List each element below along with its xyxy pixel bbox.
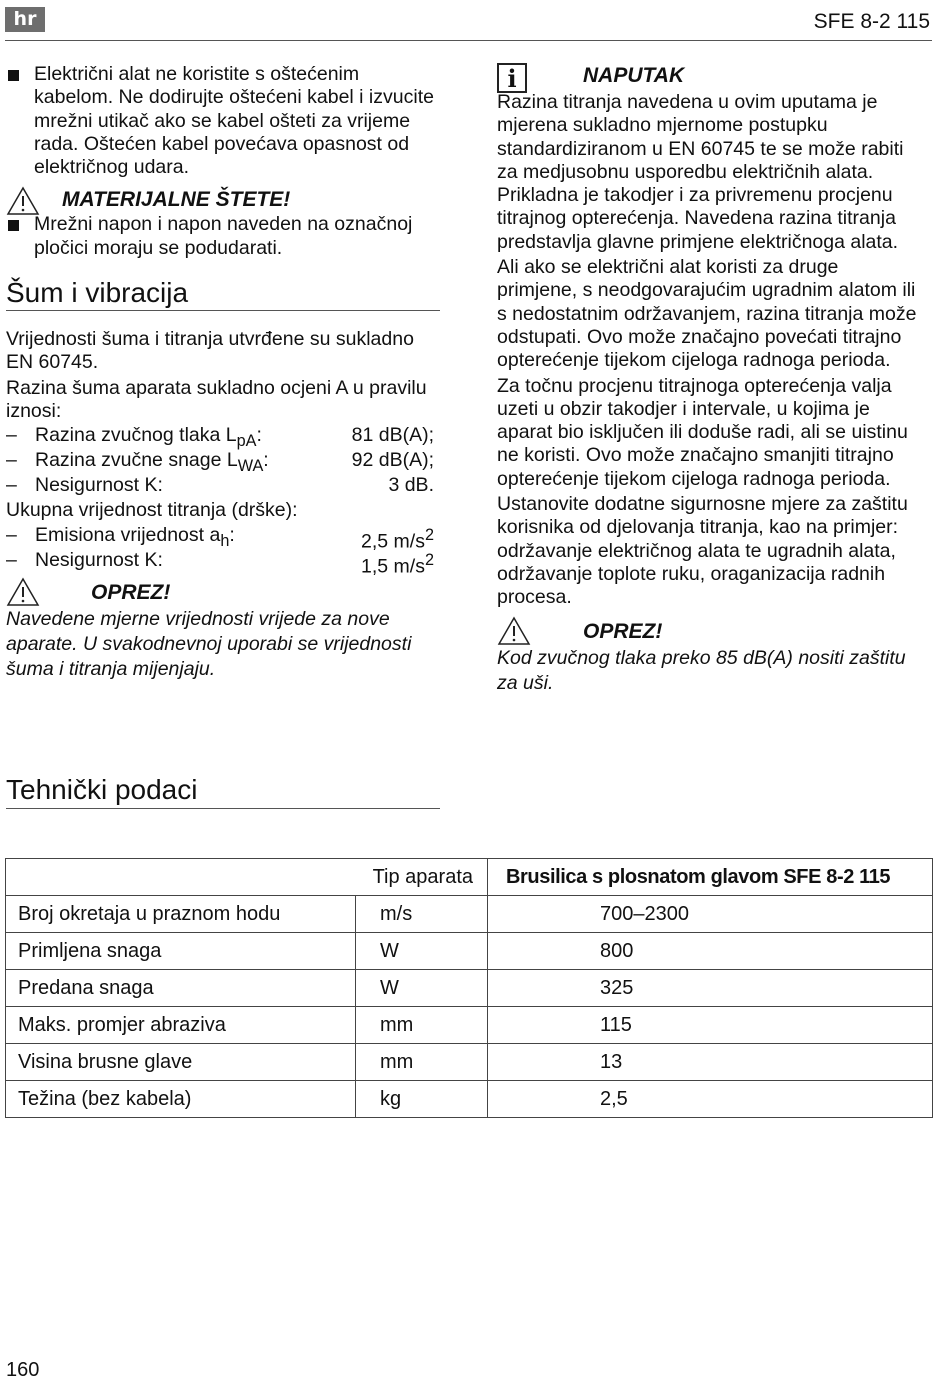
row-label: Primljena snaga xyxy=(6,933,356,970)
material-damage-warning xyxy=(6,186,440,216)
row-label: Težina (bez kabela) xyxy=(6,1081,356,1118)
row-value: 13 xyxy=(488,1044,933,1081)
specs-table xyxy=(5,858,933,1118)
note-paragraph-4: Ustanovite dodatne sigurnosne mjere za zaštitu korisnika od djelovanja titranja, kao na primjer: održavanje električnog alata te ugradnih alata, održavanje toplote ruku, oraganizacija radnih procesa. xyxy=(497,493,908,609)
table-row xyxy=(6,1081,933,1118)
row-value: 700–2300 xyxy=(488,896,933,933)
vib-uncertainty-value: 1,5 $m/s^2$ xyxy=(361,551,434,578)
row-unit: m/s xyxy=(356,896,488,933)
header-type-label: Tip aparata xyxy=(6,859,488,896)
left-column xyxy=(6,63,440,809)
bullet-voltage xyxy=(6,213,440,260)
row-unit: W xyxy=(356,970,488,1007)
bullet-cable-text: Električni alat ne koristite s oštećenim kabelom. Ne dodirujte oštećeni kabel i izvucite mrežni utikač ako se kabel ošteti za vrijeme rada. Oštećen kabel povećava opasnost od električnog udara. xyxy=(34,63,434,179)
square-bullet-icon xyxy=(8,70,19,81)
note-header xyxy=(497,63,917,91)
vib-uncertainty-label: Nesigurnost K: xyxy=(35,549,163,572)
row-value: 115 xyxy=(488,1007,933,1044)
emission-label: Emisiona vrijednost $a_h$: xyxy=(35,524,235,551)
model-header: SFE 8-2 115 xyxy=(813,10,930,33)
sound-power-row xyxy=(6,448,440,476)
table-row xyxy=(6,1007,933,1044)
dash: – xyxy=(6,449,17,472)
sound-pressure-label: Razina zvučnog tlaka $L_{pA}$: xyxy=(35,424,262,451)
bullet-voltage-text: Mrežni napon i napon naveden na označnoj pločici moraju se podudarati. xyxy=(34,213,413,259)
caution-warning-right xyxy=(497,616,917,646)
caution-text-left: Navedene mjerne vrijednosti vrijede za nove aparate. U svakodnevnoj uporabi se vrijednosti šuma i titranja mijenjaju. xyxy=(6,608,412,681)
language-badge: hr xyxy=(5,7,45,32)
vibration-intro: Ukupna vrijednost titranja (drške): xyxy=(6,499,298,522)
vib-uncertainty-row xyxy=(6,548,440,578)
material-damage-title: MATERIJALNE ŠTETE! xyxy=(62,188,291,212)
table-row xyxy=(6,970,933,1007)
note-paragraph-3: Za točnu procjenu titrajnoga opterećenja valja uzeti u obzir takodjer i intervale, u kojima je aparat bio isključen ili doduše radi, ali se uistinu ne koristi. Ovo može značajno smanjiti titrajno opterećenje tijekom cijeloga radnoga perioda. xyxy=(497,374,908,490)
dash: – xyxy=(6,474,17,497)
row-value: 325 xyxy=(488,970,933,1007)
section-title-tech: Tehnički podaci xyxy=(6,774,440,809)
table-row xyxy=(6,933,933,970)
table-row xyxy=(6,1044,933,1081)
caution-warning-left xyxy=(6,577,440,607)
caution-title-left: OPREZ! xyxy=(91,581,171,605)
specs-header-row xyxy=(6,859,933,896)
square-bullet-icon xyxy=(8,220,19,231)
right-column xyxy=(497,63,917,696)
row-label: Predana snaga xyxy=(6,970,356,1007)
note-title: NAPUTAK xyxy=(583,64,685,87)
sound-power-label: Razina zvučne snage $L_{WA}$: xyxy=(35,449,269,476)
row-label: Maks. promjer abraziva xyxy=(6,1007,356,1044)
sound-pressure-value: 81 dB(A); xyxy=(351,424,434,447)
caution-text-right: Kod zvučnog tlaka preko 85 dB(A) nositi zaštitu za uši. xyxy=(497,646,906,694)
emission-value: 2,5 $m/s^2$ xyxy=(361,526,434,553)
note-paragraph-2: Ali ako se električni alat koristi za druge primjene, s neodgovarajućim ugradnim alatom ili s nedostatnim održavanjem, razina titranja može odstupati. Ovo može značajno povećati titrajno opterećenje tijekom cijeloga radnoga perioda. xyxy=(497,256,917,372)
info-icon: i xyxy=(497,63,527,93)
caution-title-right: OPREZ! xyxy=(583,619,663,643)
uncertainty-row xyxy=(6,473,440,498)
note-paragraph-1: Razina titranja navedena u ovim uputama je mjerena sukladno mjernome postupku standardiziranom u EN 60745 te se može rabiti za medjusobnu usporedbu električnih alata. Prikladna je takodjer i za privremenu procjenu titrajnog opterećenja. Navedena razina titranja predstavlja glavne primjene električnoga alata. xyxy=(497,91,904,253)
dash: – xyxy=(6,549,17,572)
warning-triangle-icon xyxy=(6,186,40,216)
table-row xyxy=(6,896,933,933)
row-label: Visina brusne glave xyxy=(6,1044,356,1081)
sound-power-value: 92 dB(A); xyxy=(351,449,434,472)
row-value: 800 xyxy=(488,933,933,970)
row-unit: W xyxy=(356,933,488,970)
warning-triangle-icon xyxy=(497,616,531,646)
header-product-name: Brusilica s plosnatom glavom SFE 8-2 115 xyxy=(488,859,933,896)
row-unit: mm xyxy=(356,1007,488,1044)
warning-triangle-icon xyxy=(6,577,40,607)
noise-intro: Vrijednosti šuma i titranja utvrđene su sukladno EN 60745. xyxy=(6,328,414,374)
dash: – xyxy=(6,524,17,547)
row-unit: mm xyxy=(356,1044,488,1081)
dash: – xyxy=(6,424,17,447)
noise-level-intro: Razina šuma aparata sukladno ocjeni A u pravilu iznosi: xyxy=(6,376,427,422)
emission-row xyxy=(6,523,440,553)
bullet-cable xyxy=(6,63,440,179)
page-number: 160 xyxy=(6,1359,40,1381)
header-divider xyxy=(5,40,932,41)
row-value: 2,5 xyxy=(488,1081,933,1118)
uncertainty-value: 3 dB. xyxy=(388,474,434,497)
uncertainty-label: Nesigurnost K: xyxy=(35,474,163,497)
sound-pressure-row xyxy=(6,423,440,451)
row-label: Broj okretaja u praznom hodu xyxy=(6,896,356,933)
row-unit: kg xyxy=(356,1081,488,1118)
section-title-noise: Šum i vibracija xyxy=(6,277,440,311)
